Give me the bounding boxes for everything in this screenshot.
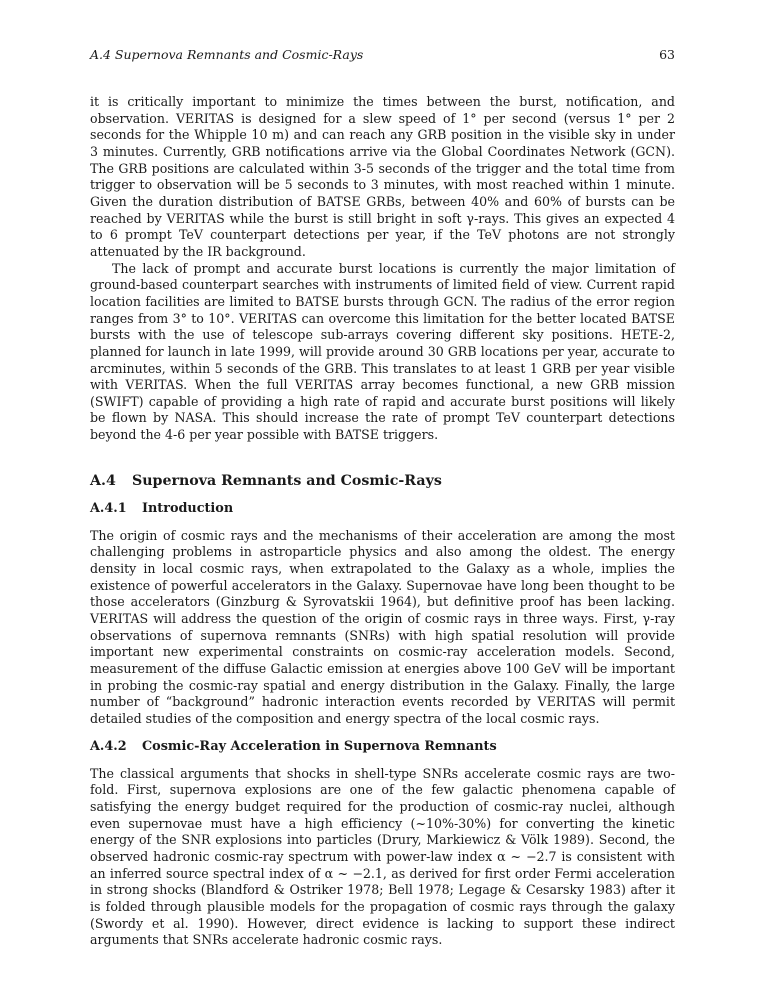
subsection-title: Cosmic-Ray Acceleration in Supernova Remnants	[142, 738, 497, 754]
paragraph-burst-locations: The lack of prompt and accurate burst locations is currently the major limitation of ground-based counterpart searches with instruments of limited field of view. Current rapid location facilities are limited to BATSE bursts through GCN. The radius of the error region ranges from 3° to 10°. VERITAS can overcome this limitation for the better located BATSE bursts with the use of telescope sub-arrays covering different sky positions. HETE-2, planned for launch in late 1999, will provide around 30 GRB locations per year, accurate to arcminutes, within 5 seconds of the GRB. This translates to at least 1 GRB per year visible with VERITAS. When the full VERITAS array becomes functional, a new GRB mission (SWIFT) capable of providing a high rate of rapid and accurate burst positions will likely be flown by NASA. This should increase the rate of prompt TeV counterpart detections beyond the 4-6 per year possible with BATSE triggers.	[90, 260, 675, 443]
subsection-heading-introduction	[90, 500, 675, 518]
running-head-title: A.4 Supernova Remnants and Cosmic-Rays	[90, 47, 364, 62]
paragraph-grb-timing: it is critically important to minimize the times between the burst, notification, and observation. VERITAS is designed for a slew speed of 1° per second (versus 1° per 2 seconds for the Whipple 10 m) and can reach any GRB position in the visible sky in under 3 minutes. Currently, GRB notifications arrive via the Global Coordinates Network (GCN). The GRB positions are calculated within 3-5 seconds of the trigger and the total time from trigger to observation will be 5 seconds to 3 minutes, with most reached within 1 minute. Given the duration distribution of BATSE GRBs, between 40% and 60% of bursts can be reached by VERITAS while the burst is still bright in soft γ-rays. This gives an expected 4 to 6 prompt TeV counterpart detections per year, if the TeV photons are not strongly attenuated by the IR background.	[90, 94, 675, 259]
subsection-number: A.4.1	[90, 500, 127, 516]
subsection-heading-acceleration	[90, 738, 675, 756]
section-number: A.4	[90, 472, 116, 489]
section-title: Supernova Remnants and Cosmic-Rays	[132, 472, 442, 489]
section-heading	[90, 472, 675, 490]
subsection-number: A.4.2	[90, 738, 127, 754]
paragraph-acceleration: The classical arguments that shocks in shell-type SNRs accelerate cosmic rays are two-fold. First, supernova explosions are one of the few galactic phenomena capable of satisfying the energy budget required for the production of cosmic-ray nuclei, although even supernovae must have a high efficiency (~10%-30%) for converting the kinetic energy of the SNR explosions into particles (Drury, Markiewicz & Völk 1989). Second, the observed hadronic cosmic-ray spectrum with power-law index α ~ −2.7 is consistent with an inferred source spectral index of α ~ −2.1, as derived for first order Fermi acceleration in strong shocks (Blandford & Ostriker 1978; Bell 1978; Legage & Cesarsky 1983) after it is folded through plausible models for the propagation of cosmic rays through the galaxy (Swordy et al. 1990). However, direct evidence is lacking to support these indirect arguments that SNRs accelerate hadronic cosmic rays.	[90, 765, 675, 948]
subsection-title: Introduction	[142, 500, 234, 516]
page-body	[90, 94, 675, 949]
page-number: 63	[659, 47, 675, 62]
paragraph-introduction: The origin of cosmic rays and the mechanisms of their acceleration are among the most challenging problems in astroparticle physics and also among the oldest. The energy density in local cosmic rays, when extrapolated to the Galaxy as a whole, implies the existence of powerful accelerators in the Galaxy. Supernovae have long been thought to be those accelerators (Ginzburg & Syrovatskii 1964), but definitive proof has been lacking. VERITAS will address the question of the origin of cosmic rays in three ways. First, γ-ray observations of supernova remnants (SNRs) with high spatial resolution will provide important new experimental constraints on cosmic-ray acceleration models. Second, measurement of the diffuse Galactic emission at energies above 100 GeV will be important in probing the cosmic-ray spatial and energy distribution in the Galaxy. Finally, the large number of “background” hadronic interaction events recorded by VERITAS will permit detailed studies of the composition and energy spectra of the local cosmic rays.	[90, 527, 675, 726]
